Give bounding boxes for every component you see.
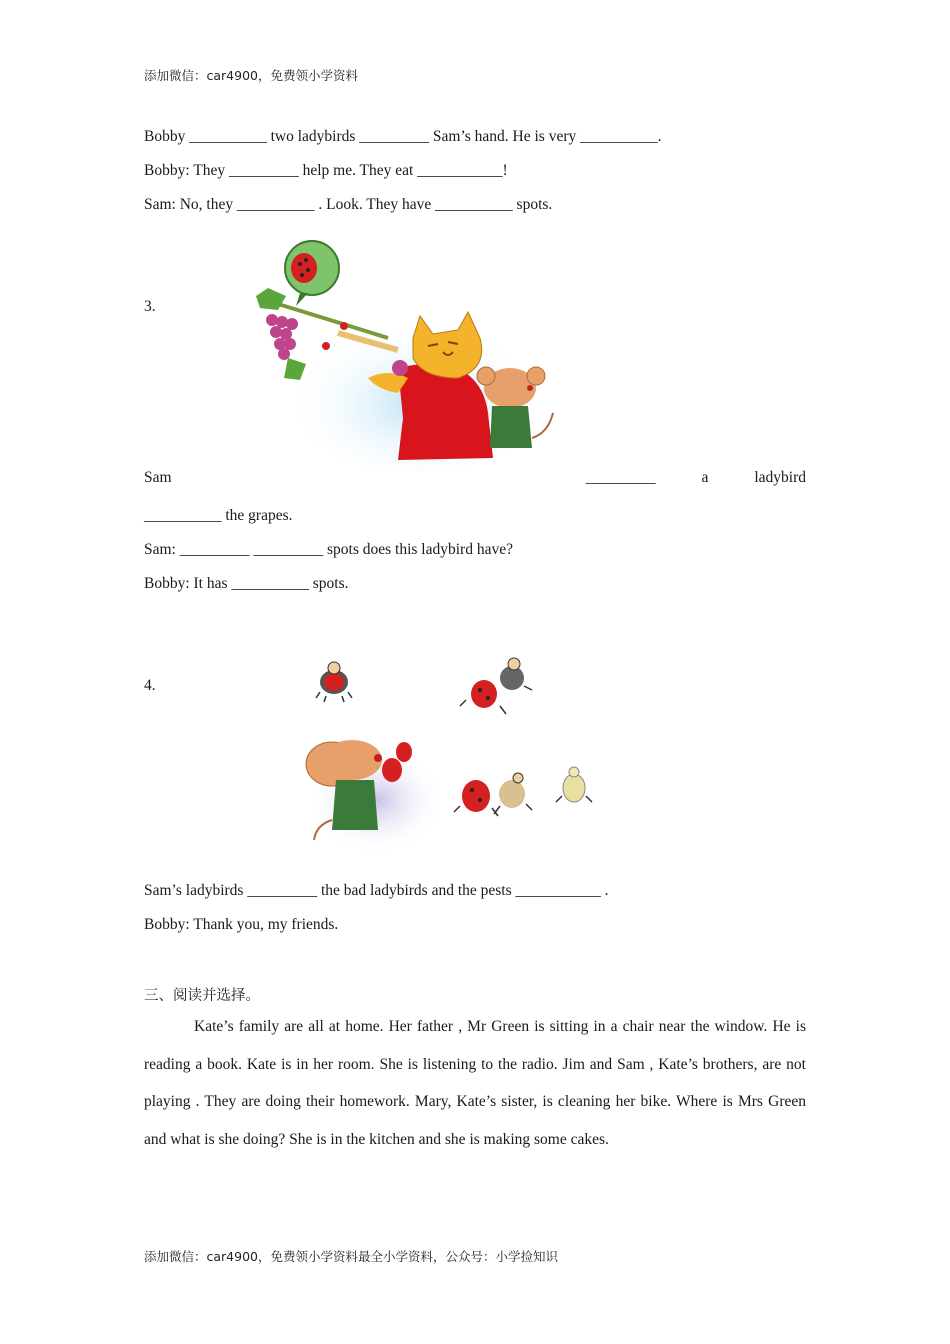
q4-line-1: Sam’s ladybirds _________ the bad ladybirds and the pests ___________ . <box>144 882 609 899</box>
magnifier-bubble <box>285 241 339 306</box>
ladybird-pests-group <box>454 767 592 816</box>
ladybird-small-1 <box>316 662 352 702</box>
q3-word-ladybird: ladybird <box>754 469 806 486</box>
section-3-title: 三、阅读并选择。 <box>144 988 260 1004</box>
q3-line-1 <box>144 469 806 487</box>
q4-line-2: Bobby: Thank you, my friends. <box>144 916 339 933</box>
q3-word-sam: Sam <box>144 469 172 486</box>
sentence-line-1: Bobby __________ two ladybirds _________ Sam’s hand. He is very __________. <box>144 128 662 145</box>
sentence-line-2: Bobby: They _________ help me. They eat ___________! <box>144 162 508 179</box>
question-3-number: 3. <box>144 298 156 315</box>
q3-word-a: a <box>701 469 709 486</box>
sentence-line-3: Sam: No, they __________ . Look. They have __________ spots. <box>144 196 553 213</box>
page-footer: 添加微信：car4900，免费领小学资料最全小学资料，公众号：小学捡知识 <box>144 1249 558 1264</box>
q3-line-3: Sam: _________ _________ spots does this ladybird have? <box>144 541 513 558</box>
q4-illustration <box>296 640 606 862</box>
ladybird-pair-top <box>460 658 532 714</box>
page-header: 添加微信：car4900，免费领小学资料 <box>144 68 358 83</box>
q3-blank: _________ <box>585 469 656 486</box>
q3-illustration <box>248 238 568 466</box>
q3-line-4: Bobby: It has __________ spots. <box>144 575 349 592</box>
q3-line-2: __________ the grapes. <box>144 507 293 524</box>
question-4-number: 4. <box>144 677 156 694</box>
reading-passage: Kate’s family are all at home. Her father , Mr Green is sitting in a chair near the window. He is reading a book. Kate is in her room. She is listening to the radio. Jim and Sam , Kate’s brothers, are not playing . They are doing their homework. Mary, Kate’s sister, is cleaning her bike. Where is Mrs Green and what is she doing? She is in the kitchen and she is making some cakes. <box>144 1018 806 1148</box>
